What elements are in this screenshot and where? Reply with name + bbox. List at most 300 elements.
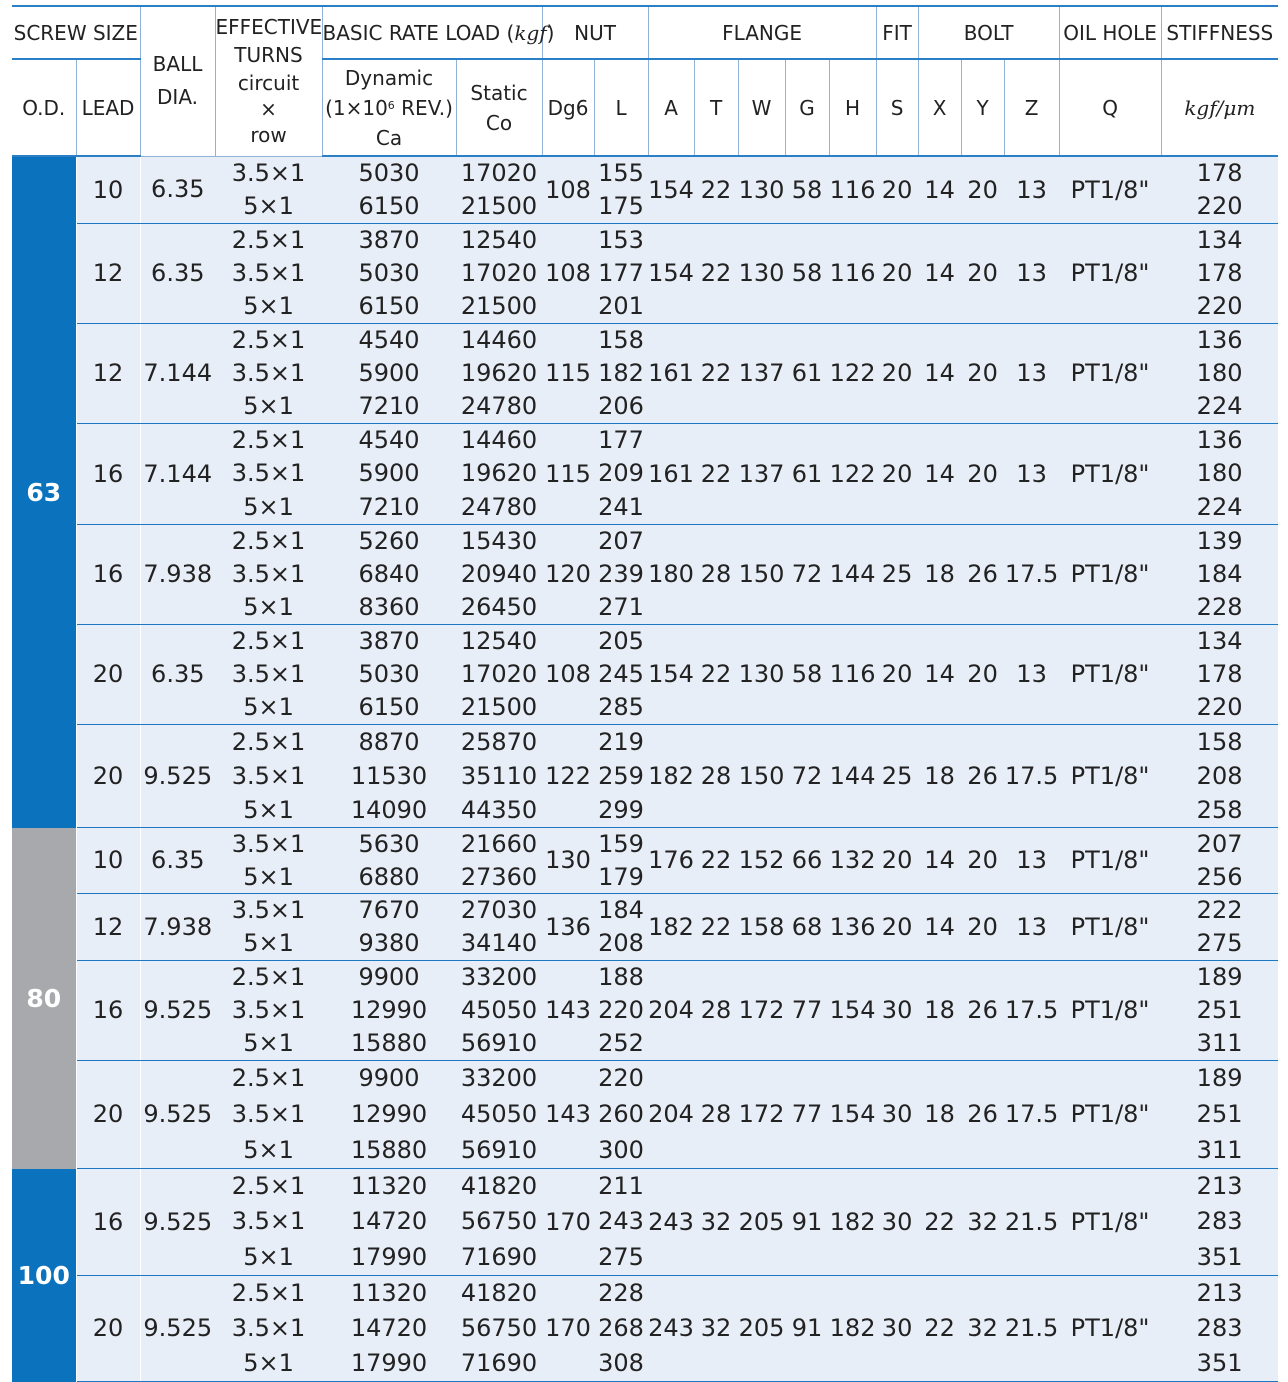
turns-cell	[215, 424, 322, 525]
flange-a-cell: 154	[648, 224, 694, 324]
nut-l-cell-value: 259	[598, 761, 644, 790]
oil-hole-cell: PT1/8"	[1059, 224, 1161, 324]
ball-dia-cell: 6.35	[140, 828, 215, 894]
flange-a-cell: 204	[648, 1061, 694, 1169]
static-co-cell-value: 56750	[460, 1207, 538, 1236]
static-co-cell-value: 15430	[460, 527, 538, 555]
bolt-x-cell: 22	[918, 1169, 961, 1276]
header-lead: LEAD	[76, 59, 140, 156]
nut-l-cell-value: 260	[598, 1099, 644, 1128]
header-bolt: BOLT	[918, 6, 1059, 59]
oil-hole-cell: PT1/8"	[1059, 894, 1161, 961]
dg6-cell: 122	[542, 725, 594, 828]
table-row	[12, 1061, 1278, 1169]
dynamic-ca-cell-value: 9900	[358, 963, 420, 991]
static-co-cell	[456, 894, 542, 961]
stiffness-cell-value: 139	[1196, 527, 1243, 555]
bolt-y-cell: 26	[961, 1061, 1004, 1169]
turns-cell	[215, 828, 322, 894]
turns-cell-value: 5×1	[243, 593, 294, 621]
flange-a-cell: 243	[648, 1276, 694, 1382]
flange-g-cell: 91	[785, 1276, 829, 1382]
dynamic-ca-cell-value: 17990	[350, 1242, 428, 1271]
nut-l-cell	[594, 156, 648, 224]
static-co-cell-value: 24780	[460, 392, 538, 420]
stiffness-cell-value: 224	[1196, 492, 1243, 521]
dynamic-ca-cell-value: 5630	[358, 830, 420, 858]
turns-cell	[215, 961, 322, 1061]
nut-l-cell-value: 300	[598, 1135, 644, 1164]
stiffness-cell-value: 136	[1196, 426, 1243, 455]
flange-g-cell: 91	[785, 1169, 829, 1276]
flange-g-cell: 58	[785, 625, 829, 725]
dynamic-ca-cell-value: 8360	[358, 593, 420, 621]
fit-s-cell: 20	[876, 625, 918, 725]
dg6-cell: 108	[542, 625, 594, 725]
dg6-cell: 170	[542, 1169, 594, 1276]
static-co-cell-value: 17020	[460, 159, 538, 187]
flange-g-cell: 58	[785, 224, 829, 324]
dynamic-ca-cell-value: 5030	[358, 259, 420, 287]
flange-h-cell: 154	[829, 961, 876, 1061]
stiffness-cell-value: 189	[1196, 963, 1243, 991]
flange-w-cell: 172	[738, 961, 785, 1061]
bolt-y-cell: 20	[961, 828, 1004, 894]
flange-t-cell: 28	[694, 961, 738, 1061]
lead-cell: 16	[76, 1169, 140, 1276]
nut-l-cell-value: 201	[598, 292, 644, 320]
turns-cell-value: 3.5×1	[231, 896, 306, 924]
stiffness-cell-value: 136	[1196, 326, 1243, 354]
stiffness-cell-value: 283	[1196, 1207, 1243, 1236]
flange-g-cell: 66	[785, 828, 829, 894]
stiffness-cell-value: 258	[1196, 795, 1243, 824]
flange-a-cell: 182	[648, 894, 694, 961]
bolt-z-cell: 13	[1004, 324, 1059, 424]
stiffness-cell-value: 256	[1196, 863, 1243, 891]
stiffness-cell-value: 275	[1196, 929, 1243, 957]
nut-l-cell-value: 188	[598, 963, 644, 991]
static-co-cell-value: 21500	[460, 292, 538, 320]
turns-cell-value: 2.5×1	[231, 326, 306, 354]
flange-t-cell: 28	[694, 1061, 738, 1169]
header-dynamic-ca: Dynamic ($1\times 10^6$ REV.) Ca	[322, 59, 456, 156]
dynamic-ca-cell-value: 6150	[358, 693, 420, 721]
bolt-x-cell: 14	[918, 828, 961, 894]
turns-cell-value: 5×1	[243, 1135, 294, 1164]
static-co-cell	[456, 1169, 542, 1276]
turns-cell-value: 2.5×1	[231, 1064, 306, 1093]
dynamic-ca-cell-value: 4540	[358, 326, 420, 354]
dynamic-ca-cell-value: 12990	[350, 996, 428, 1024]
flange-a-cell: 243	[648, 1169, 694, 1276]
nut-l-cell-value: 206	[598, 392, 644, 420]
bolt-y-cell: 20	[961, 156, 1004, 224]
dynamic-ca-cell	[322, 894, 456, 961]
fit-s-cell: 30	[876, 1276, 918, 1382]
dynamic-ca-cell-value: 4540	[358, 426, 420, 455]
table-row	[12, 961, 1278, 1061]
turns-cell-value: 2.5×1	[231, 1279, 306, 1307]
nut-l-cell	[594, 828, 648, 894]
flange-w-cell: 150	[738, 525, 785, 625]
static-co-cell-value: 35110	[460, 761, 538, 790]
dynamic-ca-cell	[322, 324, 456, 424]
flange-a-cell: 176	[648, 828, 694, 894]
stiffness-cell	[1161, 525, 1278, 625]
flange-t-cell: 28	[694, 525, 738, 625]
flange-w-cell: 130	[738, 156, 785, 224]
turns-cell-value: 3.5×1	[231, 359, 306, 387]
header-fit: FIT	[876, 6, 918, 59]
stiffness-cell	[1161, 1169, 1278, 1276]
nut-l-cell	[594, 525, 648, 625]
table-row	[12, 828, 1278, 894]
ball-dia-cell: 7.144	[140, 424, 215, 525]
turns-cell-value: 5×1	[243, 863, 294, 891]
dynamic-ca-cell	[322, 828, 456, 894]
dynamic-ca-cell-value: 5030	[358, 660, 420, 688]
nut-l-cell	[594, 725, 648, 828]
nut-l-cell-value: 271	[598, 593, 644, 621]
header-ball-dia: BALL DIA.	[140, 6, 215, 156]
screw-spec-table	[12, 5, 1278, 1382]
dynamic-ca-cell-value: 7670	[358, 896, 420, 924]
nut-l-cell-value: 153	[598, 226, 644, 254]
nut-l-cell	[594, 894, 648, 961]
dynamic-ca-cell-value: 3870	[358, 627, 420, 655]
flange-g-cell: 72	[785, 725, 829, 828]
lead-cell: 10	[76, 156, 140, 224]
stiffness-cell-value: 283	[1196, 1314, 1243, 1342]
bolt-y-cell: 20	[961, 224, 1004, 324]
stiffness-cell	[1161, 324, 1278, 424]
dynamic-ca-cell-value: 9380	[358, 929, 420, 957]
nut-l-cell-value: 207	[598, 527, 644, 555]
nut-l-cell-value: 241	[598, 492, 644, 521]
stiffness-cell-value: 178	[1196, 159, 1243, 187]
turns-cell-value: 5×1	[243, 292, 294, 320]
lead-cell: 12	[76, 224, 140, 324]
nut-l-cell	[594, 1061, 648, 1169]
dynamic-ca-cell	[322, 725, 456, 828]
flange-w-cell: 172	[738, 1061, 785, 1169]
dynamic-ca-cell-value: 17990	[350, 1349, 428, 1377]
oil-hole-cell: PT1/8"	[1059, 961, 1161, 1061]
bolt-z-cell: 17.5	[1004, 1061, 1059, 1169]
dg6-cell: 170	[542, 1276, 594, 1382]
turns-cell	[215, 1276, 322, 1382]
lead-cell: 16	[76, 961, 140, 1061]
static-co-cell-value: 33200	[460, 1064, 538, 1093]
oil-hole-cell: PT1/8"	[1059, 525, 1161, 625]
static-co-cell-value: 17020	[460, 660, 538, 688]
static-co-cell-value: 56910	[460, 1029, 538, 1057]
table-row	[12, 156, 1278, 224]
turns-cell-value: 2.5×1	[231, 727, 306, 756]
turns-cell-value: 2.5×1	[231, 1172, 306, 1201]
static-co-cell-value: 19620	[460, 459, 538, 488]
dynamic-ca-cell	[322, 424, 456, 525]
stiffness-cell-value: 207	[1196, 830, 1243, 858]
dynamic-ca-cell	[322, 224, 456, 324]
stiffness-cell-value: 213	[1196, 1279, 1243, 1307]
ball-dia-cell: 6.35	[140, 224, 215, 324]
od-cell: 80	[12, 828, 76, 1169]
dynamic-ca-cell-value: 11320	[350, 1279, 428, 1307]
static-co-cell	[456, 324, 542, 424]
turns-cell-value: 5×1	[243, 1349, 294, 1377]
nut-l-cell	[594, 961, 648, 1061]
dynamic-ca-cell	[322, 1169, 456, 1276]
dg6-cell: 108	[542, 224, 594, 324]
static-co-cell	[456, 625, 542, 725]
static-co-cell-value: 14460	[460, 426, 538, 455]
header-stiffness: STIFFNESS	[1161, 6, 1278, 59]
static-co-cell-value: 21500	[460, 192, 538, 220]
header-nut: NUT	[542, 6, 648, 59]
nut-l-cell-value: 252	[598, 1029, 644, 1057]
stiffness-cell	[1161, 156, 1278, 224]
flange-t-cell: 22	[694, 224, 738, 324]
fit-s-cell: 25	[876, 725, 918, 828]
static-co-cell	[456, 961, 542, 1061]
static-co-cell	[456, 828, 542, 894]
nut-l-cell-value: 177	[598, 259, 644, 287]
dg6-cell: 130	[542, 828, 594, 894]
stiffness-cell-value: 220	[1196, 693, 1243, 721]
static-co-cell	[456, 424, 542, 525]
header-a: A	[648, 59, 694, 156]
oil-hole-cell: PT1/8"	[1059, 1061, 1161, 1169]
dynamic-ca-cell	[322, 156, 456, 224]
dynamic-ca-cell	[322, 525, 456, 625]
stiffness-cell	[1161, 224, 1278, 324]
stiffness-cell	[1161, 1276, 1278, 1382]
oil-hole-cell: PT1/8"	[1059, 424, 1161, 525]
stiffness-cell-value: 213	[1196, 1172, 1243, 1201]
nut-l-cell-value: 175	[598, 192, 644, 220]
fit-s-cell: 30	[876, 1169, 918, 1276]
nut-l-cell-value: 158	[598, 326, 644, 354]
turns-cell-value: 3.5×1	[231, 1207, 306, 1236]
dynamic-ca-cell-value: 11530	[350, 761, 428, 790]
dynamic-ca-cell	[322, 1061, 456, 1169]
nut-l-cell	[594, 224, 648, 324]
turns-cell-value: 5×1	[243, 1029, 294, 1057]
fit-s-cell: 20	[876, 156, 918, 224]
stiffness-cell-value: 351	[1196, 1242, 1243, 1271]
nut-l-cell-value: 228	[598, 1279, 644, 1307]
table-row	[12, 725, 1278, 828]
bolt-z-cell: 13	[1004, 894, 1059, 961]
dynamic-ca-cell-value: 6880	[358, 863, 420, 891]
bolt-z-cell: 13	[1004, 156, 1059, 224]
flange-h-cell: 182	[829, 1276, 876, 1382]
stiffness-cell-value: 134	[1196, 627, 1243, 655]
nut-l-cell-value: 182	[598, 359, 644, 387]
header-q: Q	[1059, 59, 1161, 156]
bolt-y-cell: 26	[961, 525, 1004, 625]
bolt-x-cell: 14	[918, 156, 961, 224]
table-row	[12, 1169, 1278, 1276]
dynamic-ca-cell-value: 7210	[358, 392, 420, 420]
static-co-cell-value: 27030	[460, 896, 538, 924]
oil-hole-cell: PT1/8"	[1059, 725, 1161, 828]
table-row	[12, 894, 1278, 961]
stiffness-cell	[1161, 625, 1278, 725]
stiffness-cell-value: 158	[1196, 727, 1243, 756]
oil-hole-cell: PT1/8"	[1059, 625, 1161, 725]
static-co-cell-value: 56910	[460, 1135, 538, 1164]
dynamic-ca-cell-value: 6150	[358, 192, 420, 220]
static-co-cell	[456, 525, 542, 625]
turns-cell-value: 3.5×1	[231, 660, 306, 688]
ball-dia-cell: 6.35	[140, 625, 215, 725]
lead-cell: 12	[76, 894, 140, 961]
flange-t-cell: 32	[694, 1169, 738, 1276]
nut-l-cell-value: 220	[598, 996, 644, 1024]
static-co-cell-value: 45050	[460, 996, 538, 1024]
bolt-y-cell: 20	[961, 625, 1004, 725]
nut-l-cell	[594, 1169, 648, 1276]
bolt-y-cell: 20	[961, 324, 1004, 424]
dynamic-ca-cell-value: 8870	[358, 727, 420, 756]
bolt-z-cell: 21.5	[1004, 1276, 1059, 1382]
turns-cell-value: 2.5×1	[231, 426, 306, 455]
dynamic-ca-cell-value: 7210	[358, 492, 420, 521]
turns-cell-value: 2.5×1	[231, 226, 306, 254]
header-z: Z	[1004, 59, 1059, 156]
turns-cell-value: 3.5×1	[231, 459, 306, 488]
od-cell: 100	[12, 1169, 76, 1382]
flange-h-cell: 144	[829, 525, 876, 625]
flange-h-cell: 144	[829, 725, 876, 828]
dg6-cell: 115	[542, 324, 594, 424]
table-row	[12, 625, 1278, 725]
header-stiffness-unit: kgf/μm	[1161, 59, 1278, 156]
flange-g-cell: 77	[785, 961, 829, 1061]
fit-s-cell: 20	[876, 894, 918, 961]
nut-l-cell-value: 299	[598, 795, 644, 824]
flange-w-cell: 150	[738, 725, 785, 828]
stiffness-cell-value: 311	[1196, 1029, 1243, 1057]
flange-h-cell: 132	[829, 828, 876, 894]
nut-l-cell-value: 208	[598, 929, 644, 957]
header-h: H	[829, 59, 876, 156]
table-row	[12, 324, 1278, 424]
flange-t-cell: 22	[694, 625, 738, 725]
stiffness-cell-value: 222	[1196, 896, 1243, 924]
lead-cell: 16	[76, 424, 140, 525]
bolt-x-cell: 14	[918, 224, 961, 324]
header-flange: FLANGE	[648, 6, 876, 59]
nut-l-cell	[594, 324, 648, 424]
turns-cell-value: 3.5×1	[231, 761, 306, 790]
dynamic-ca-cell-value: 6150	[358, 292, 420, 320]
stiffness-cell-value: 251	[1196, 1099, 1243, 1128]
flange-h-cell: 122	[829, 324, 876, 424]
fit-s-cell: 30	[876, 1061, 918, 1169]
oil-hole-cell: PT1/8"	[1059, 1276, 1161, 1382]
turns-cell	[215, 324, 322, 424]
turns-cell-value: 3.5×1	[231, 830, 306, 858]
fit-s-cell: 20	[876, 324, 918, 424]
stiffness-cell-value: 351	[1196, 1349, 1243, 1377]
fit-s-cell: 20	[876, 828, 918, 894]
turns-cell-value: 2.5×1	[231, 527, 306, 555]
nut-l-cell-value: 184	[598, 896, 644, 924]
header-x: X	[918, 59, 961, 156]
flange-w-cell: 152	[738, 828, 785, 894]
static-co-cell	[456, 224, 542, 324]
bolt-y-cell: 32	[961, 1276, 1004, 1382]
table-row	[12, 1276, 1278, 1382]
flange-w-cell: 137	[738, 424, 785, 525]
bolt-z-cell: 13	[1004, 424, 1059, 525]
flange-g-cell: 68	[785, 894, 829, 961]
ball-dia-cell: 9.525	[140, 1276, 215, 1382]
dg6-cell: 108	[542, 156, 594, 224]
ball-dia-cell: 9.525	[140, 725, 215, 828]
table-row	[12, 224, 1278, 324]
bolt-y-cell: 32	[961, 1169, 1004, 1276]
static-co-cell-value: 71690	[460, 1242, 538, 1271]
nut-l-cell	[594, 1276, 648, 1382]
lead-cell: 16	[76, 525, 140, 625]
turns-cell-value: 3.5×1	[231, 560, 306, 588]
static-co-cell	[456, 1061, 542, 1169]
nut-l-cell-value: 308	[598, 1349, 644, 1377]
header-w: W	[738, 59, 785, 156]
flange-g-cell: 72	[785, 525, 829, 625]
flange-t-cell: 22	[694, 894, 738, 961]
nut-l-cell-value: 159	[598, 830, 644, 858]
ball-dia-cell: 9.525	[140, 961, 215, 1061]
turns-cell-value: 5×1	[243, 795, 294, 824]
bolt-y-cell: 20	[961, 424, 1004, 525]
fit-s-cell: 20	[876, 424, 918, 525]
flange-h-cell: 116	[829, 625, 876, 725]
stiffness-cell-value: 220	[1196, 292, 1243, 320]
fit-s-cell: 25	[876, 525, 918, 625]
bolt-z-cell: 13	[1004, 828, 1059, 894]
stiffness-cell-value: 311	[1196, 1135, 1243, 1164]
dynamic-ca-cell-value: 3870	[358, 226, 420, 254]
dynamic-ca-cell-value: 14720	[350, 1314, 428, 1342]
header-y: Y	[961, 59, 1004, 156]
flange-w-cell: 130	[738, 224, 785, 324]
stiffness-cell	[1161, 424, 1278, 525]
lead-cell: 20	[76, 625, 140, 725]
lead-cell: 20	[76, 725, 140, 828]
stiffness-cell-value: 224	[1196, 392, 1243, 420]
static-co-cell-value: 21660	[460, 830, 538, 858]
ball-dia-cell: 6.35	[140, 156, 215, 224]
dg6-cell: 143	[542, 1061, 594, 1169]
oil-hole-cell: PT1/8"	[1059, 1169, 1161, 1276]
bolt-y-cell: 26	[961, 961, 1004, 1061]
dynamic-ca-cell	[322, 961, 456, 1061]
flange-w-cell: 130	[738, 625, 785, 725]
header-screw-size: SCREW SIZE	[12, 6, 140, 59]
turns-cell	[215, 156, 322, 224]
table-row	[12, 525, 1278, 625]
dynamic-ca-cell-value: 5030	[358, 159, 420, 187]
flange-g-cell: 58	[785, 156, 829, 224]
stiffness-cell	[1161, 894, 1278, 961]
flange-w-cell: 205	[738, 1169, 785, 1276]
